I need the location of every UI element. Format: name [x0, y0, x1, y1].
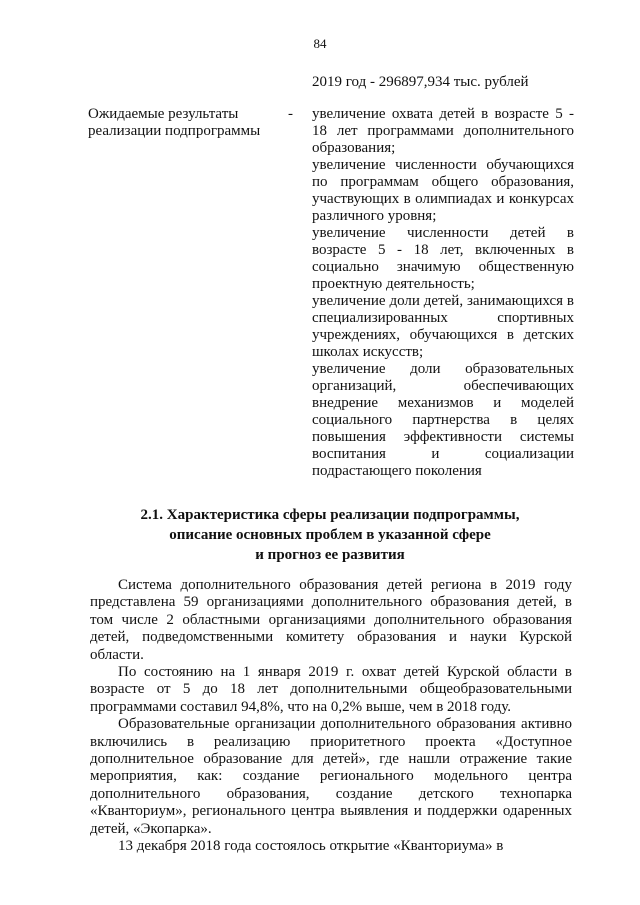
label-dash: - — [288, 106, 293, 122]
expected-results-label: Ожидаемые результаты реализации подпрограммы — [88, 106, 261, 139]
body-text — [90, 577, 572, 856]
expected-results-list — [312, 106, 574, 480]
section-heading-line: 2.1. Характеристика сферы реализации подпрограммы, — [140, 507, 520, 523]
result-item: увеличение численности детей в возрасте 5 - 18 лет, включенных в социально значимую общественную проектную деятельность; — [312, 225, 574, 292]
paragraph: По состоянию на 1 января 2019 г. охват детей Курской области в возрасте от 5 до 18 лет дополнительными общеобразовательными программами составил 94,8%, что на 0,2% выше, чем в 2018 году. — [90, 664, 572, 715]
result-item: увеличение доли детей, занимающихся в специализированных спортивных учреждениях, обучающихся в детских школах искусств; — [312, 293, 574, 360]
section-heading-line: описание основных проблем в указанной сфере — [169, 527, 491, 543]
budget-line: 2019 год - 296897,934 тыс. рублей — [312, 74, 529, 90]
section-heading-line: и прогноз ее развития — [255, 547, 405, 563]
result-item: увеличение доли образовательных организаций, обеспечивающих внедрение механизмов и моделей социального партнерства в целях повышения эффективности системы воспитания и социализации подрастающего поколения — [312, 361, 574, 479]
section-heading — [110, 505, 550, 565]
paragraph: Система дополнительного образования детей региона в 2019 году представлена 59 организациями дополнительного образования детей, в том числе 2 областными организациями дополнительного образования детей, подведомственными комитету образования и науки Курской области. — [90, 577, 572, 663]
paragraph: 13 декабря 2018 года состоялось открытие «Кванториума» в — [118, 838, 504, 855]
result-item: увеличение охвата детей в возрасте 5 - 18 лет программами дополнительного образования; — [312, 106, 574, 156]
paragraph: Образовательные организации дополнительного образования активно включились в реализацию приоритетного проекта «Доступное дополнительное образование для детей», где нашли отражение такие мероприятия, как: создание регионального модельного центра дополнительного образования, создание детского технопарка «Кванториум», регионального центра выявления и поддержки одаренных детей, «Экопарка». — [90, 716, 572, 837]
page-number: 84 — [313, 36, 327, 51]
result-item: увеличение численности обучающихся по программам общего образования, участвующих в олимпиадах и конкурсах различного уровня; — [312, 157, 574, 224]
